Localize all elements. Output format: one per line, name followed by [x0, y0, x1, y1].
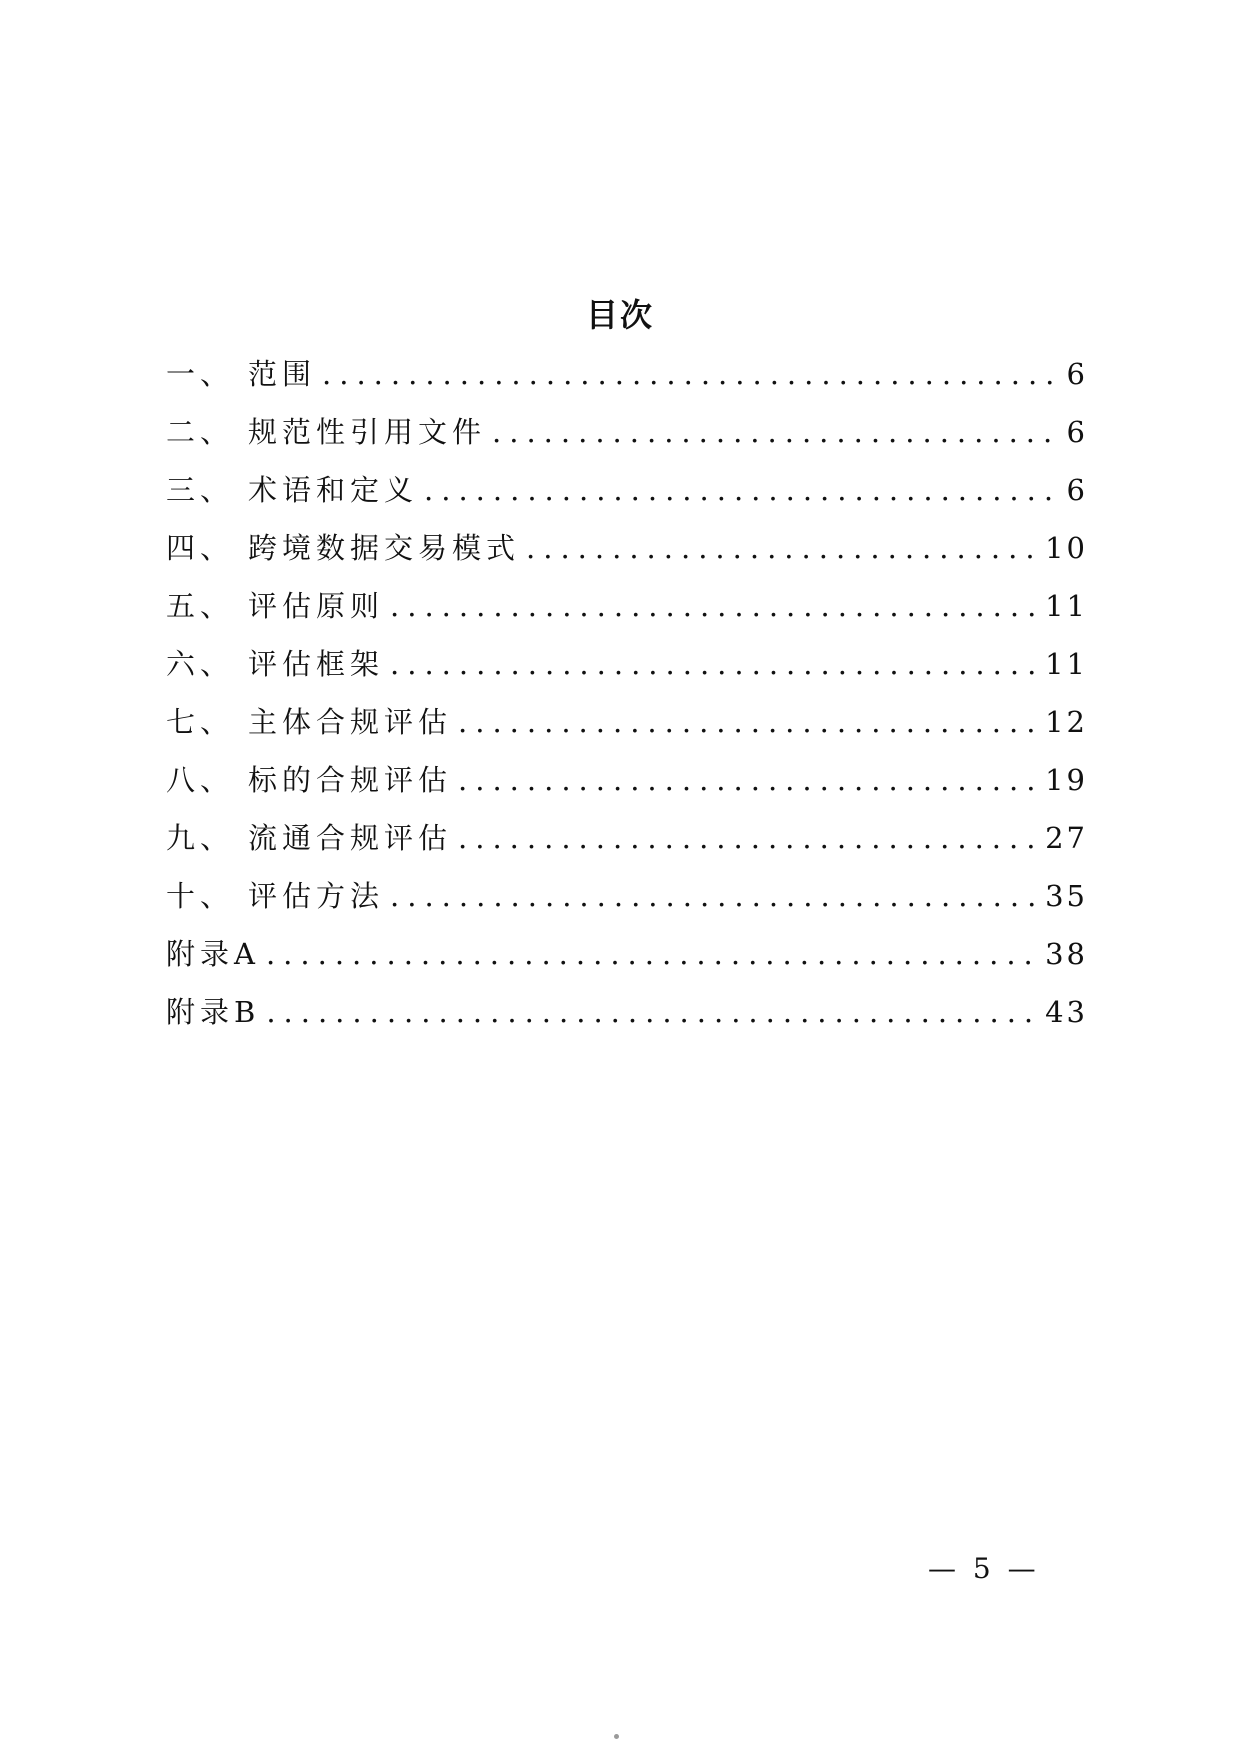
toc-entry-number: 十、: [166, 879, 235, 913]
toc-entry[interactable]: [166, 403, 1088, 461]
toc-entry-label: 规范性引用文件: [248, 415, 487, 449]
toc-leader-dots: [458, 751, 1037, 809]
toc-entry-page: 6: [1066, 415, 1088, 449]
toc-entry[interactable]: [166, 809, 1088, 867]
toc-entry-label: 术语和定义: [248, 473, 419, 507]
toc-leader-dots: [266, 983, 1037, 1041]
toc-entry-label: 评估框架: [248, 647, 385, 681]
toc-leader-dots: [526, 519, 1037, 577]
toc-entry[interactable]: [166, 461, 1088, 519]
toc-entry[interactable]: [166, 925, 1088, 983]
toc-entry-number: 七、: [166, 705, 235, 739]
toc-entry-page: 38: [1045, 937, 1088, 971]
toc-title: 目次: [585, 296, 654, 334]
toc-entry-label: 跨境数据交易模式: [248, 531, 521, 565]
toc-entry[interactable]: [166, 693, 1088, 751]
toc-entry-number: 八、: [166, 763, 235, 797]
toc-entry-label: 附录A: [166, 937, 260, 971]
toc-entry[interactable]: [166, 983, 1088, 1041]
toc-leader-dots: [458, 693, 1037, 751]
toc-entry-number: 二、: [166, 415, 235, 449]
toc-entry-page: 6: [1066, 357, 1088, 391]
toc-leader-dots: [390, 635, 1037, 693]
toc-leader-dots: [458, 809, 1037, 867]
toc-entry-page: 43: [1045, 995, 1088, 1029]
toc-entry[interactable]: [166, 867, 1088, 925]
toc-entry-number: 一、: [166, 357, 235, 391]
toc-entry-page: 27: [1045, 821, 1088, 855]
toc-leader-dots: [266, 925, 1037, 983]
page-number: — 5 —: [928, 1552, 1040, 1585]
toc-entry[interactable]: [166, 751, 1088, 809]
toc-entry[interactable]: [166, 635, 1088, 693]
toc-entry[interactable]: [166, 577, 1088, 635]
toc-entry-number: 六、: [166, 647, 235, 681]
toc-entry-page: 35: [1045, 879, 1088, 913]
toc-entry-page: 19: [1045, 763, 1088, 797]
table-of-contents: [166, 345, 1088, 1041]
toc-entry-number: 五、: [166, 589, 235, 623]
toc-leader-dots: [390, 867, 1037, 925]
toc-entry-number: 九、: [166, 821, 235, 855]
toc-entry-label: 流通合规评估: [248, 821, 453, 855]
toc-leader-dots: [492, 403, 1059, 461]
toc-leader-dots: [390, 577, 1037, 635]
toc-entry-label: 范围: [248, 357, 317, 391]
toc-entry-page: 11: [1045, 647, 1088, 681]
toc-entry-page: 6: [1066, 473, 1088, 507]
toc-entry-number: 四、: [166, 531, 235, 565]
toc-leader-dots: [322, 345, 1059, 403]
toc-entry-label: 评估原则: [248, 589, 385, 623]
toc-entry-label: 附录B: [166, 995, 261, 1029]
toc-entry-label: 评估方法: [248, 879, 385, 913]
toc-entry-page: 11: [1045, 589, 1088, 623]
toc-entry-page: 12: [1045, 705, 1088, 739]
toc-entry-page: 10: [1045, 531, 1088, 565]
scan-artifact-dot: [614, 1734, 619, 1739]
toc-leader-dots: [424, 461, 1059, 519]
toc-entry[interactable]: [166, 519, 1088, 577]
toc-entry-number: 三、: [166, 473, 235, 507]
toc-entry-label: 主体合规评估: [248, 705, 453, 739]
toc-entry-label: 标的合规评估: [248, 763, 453, 797]
toc-entry[interactable]: [166, 345, 1088, 403]
